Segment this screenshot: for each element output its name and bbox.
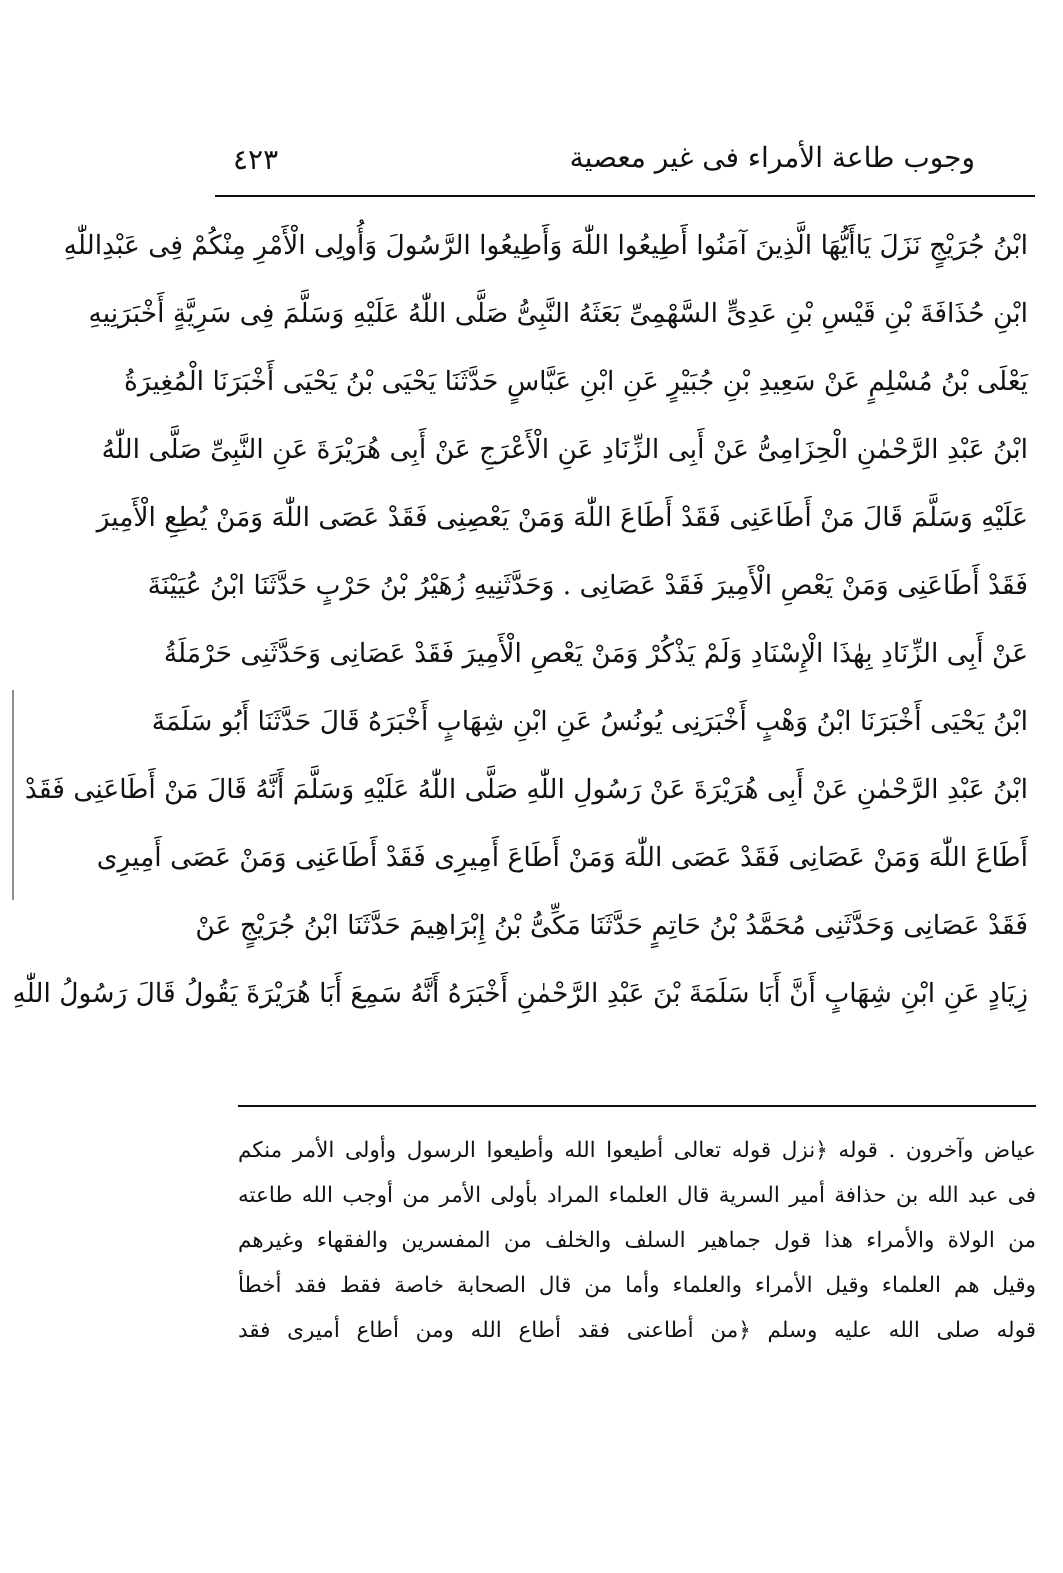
- hadith-line: عَلَيْهِ وَسَلَّمَ قَالَ مَنْ أَطَاعَنِى فَقَدْ أَطَاعَ اللّٰهَ وَمَنْ يَعْصِنِى فَقَدْ عَصَى اللّٰهَ وَمَنْ يُطِعِ الْأَمِيرَ: [96, 502, 1028, 533]
- commentary-line: عياض وآخرون . قوله ﴿نزل قوله تعالى أطيعوا الله وأطيعوا الرسول وأولى الأمر منكم: [238, 1138, 1036, 1163]
- commentary-line: من الولاة والأمراء هذا قول جماهير السلف والخلف من المفسرين والفقهاء وغيرهم: [238, 1228, 1036, 1253]
- commentary-line: فى عبد الله بن حذافة أمير السرية قال العلماء المراد بأولى الأمر من أوجب الله طاعته: [238, 1183, 1036, 1208]
- hadith-line: زِيَادٍ عَنِ ابْنِ شِهَابٍ أَنَّ أَبَا سَلَمَةَ بْنَ عَبْدِ الرَّحْمٰنِ أَخْبَرَهُ أَنَّهُ سَمِعَ أَبَا هُرَيْرَةَ يَقُولُ قَالَ رَسُولُ اللّٰهِ: [12, 978, 1028, 1009]
- page-number: ٤٢٣: [233, 143, 279, 176]
- hadith-line: يَعْلَى بْنُ مُسْلِمٍ عَنْ سَعِيدِ بْنِ جُبَيْرٍ عَنِ ابْنِ عَبَّاسٍ حَدَّثَنَا يَحْيَى بْنُ يَحْيَى أَخْبَرَنَا الْمُغِيرَةُ: [124, 366, 1028, 397]
- commentary-separator: [238, 1105, 1036, 1107]
- hadith-line: ابْنُ عَبْدِ الرَّحْمٰنِ الْحِزَامِىُّ عَنْ أَبِى الزِّنَادِ عَنِ الْأَعْرَجِ عَنْ أَبِى هُرَيْرَةَ عَنِ النَّبِىِّ صَلَّى اللّٰهُ: [101, 434, 1028, 465]
- hadith-line: ابْنُ يَحْيَى أَخْبَرَنَا ابْنُ وَهْبٍ أَخْبَرَنِى يُونُسُ عَنِ ابْنِ شِهَابٍ أَخْبَرَهُ قَالَ حَدَّثَنَا أَبُو سَلَمَةَ: [151, 706, 1028, 737]
- commentary-line: قوله صلى الله عليه وسلم ﴿من أطاعنى فقد أطاع الله ومن أطاع أميرى فقد: [238, 1318, 1036, 1343]
- hadith-line: فَقَدْ عَصَانِى وَحَدَّثَنِى مُحَمَّدُ بْنُ حَاتِمٍ حَدَّثَنَا مَكِّىُّ بْنُ إِبْرَاهِيمَ حَدَّثَنَا ابْنُ جُرَيْجٍ عَنْ: [195, 910, 1028, 941]
- hadith-line: عَنْ أَبِى الزِّنَادِ بِهٰذَا الْإِسْنَادِ وَلَمْ يَذْكُرْ وَمَنْ يَعْصِ الْأَمِيرَ فَقَدْ عَصَانِى وَحَدَّثَنِى حَرْمَلَةُ: [163, 638, 1028, 669]
- hadith-line: ابْنِ حُذَافَةَ بْنِ قَيْسِ بْنِ عَدِىٍّ السَّهْمِىِّ بَعَثَهُ النَّبِىُّ صَلَّى اللّٰهُ عَلَيْهِ وَسَلَّمَ فِى سَرِيَّةٍ أَخْبَرَنِيهِ: [88, 298, 1028, 329]
- hadith-line: ابْنُ عَبْدِ الرَّحْمٰنِ عَنْ أَبِى هُرَيْرَةَ عَنْ رَسُولِ اللّٰهِ صَلَّى اللّٰهُ عَلَيْهِ وَسَلَّمَ أَنَّهُ قَالَ مَنْ أَطَاعَنِى فَقَدْ: [24, 774, 1028, 805]
- hadith-text: [12, 212, 1028, 1028]
- commentary-line: وقيل هم العلماء وقيل الأمراء والعلماء وأما من قال الصحابة خاصة فقط فقد أخطأ: [238, 1273, 1036, 1298]
- hadith-line: ابْنُ جُرَيْجٍ نَزَلَ يَاأَيُّهَا الَّذِينَ آمَنُوا أَطِيعُوا اللّٰهَ وَأَطِيعُوا الرَّسُولَ وَأُولِى الْأَمْرِ مِنْكُمْ فِى عَبْدِاللّٰهِ: [63, 230, 1028, 261]
- commentary-text: [238, 1128, 1036, 1353]
- scan-margin-line: [12, 690, 14, 900]
- hadith-line: أَطَاعَ اللّٰهَ وَمَنْ عَصَانِى فَقَدْ عَصَى اللّٰهَ وَمَنْ أَطَاعَ أَمِيرِى فَقَدْ أَطَاعَنِى وَمَنْ عَصَى أَمِيرِى: [96, 842, 1028, 873]
- hadith-line: فَقَدْ أَطَاعَنِى وَمَنْ يَعْصِ الْأَمِيرَ فَقَدْ عَصَانِى . وَحَدَّثَنِيهِ زُهَيْرُ بْنُ حَرْبٍ حَدَّثَنَا ابْنُ عُيَيْنَةَ: [147, 570, 1028, 601]
- header-rule: [215, 195, 1035, 197]
- running-title: وجوب طاعة الأمراء فى غير معصية: [569, 141, 975, 174]
- page-header: [215, 138, 1035, 180]
